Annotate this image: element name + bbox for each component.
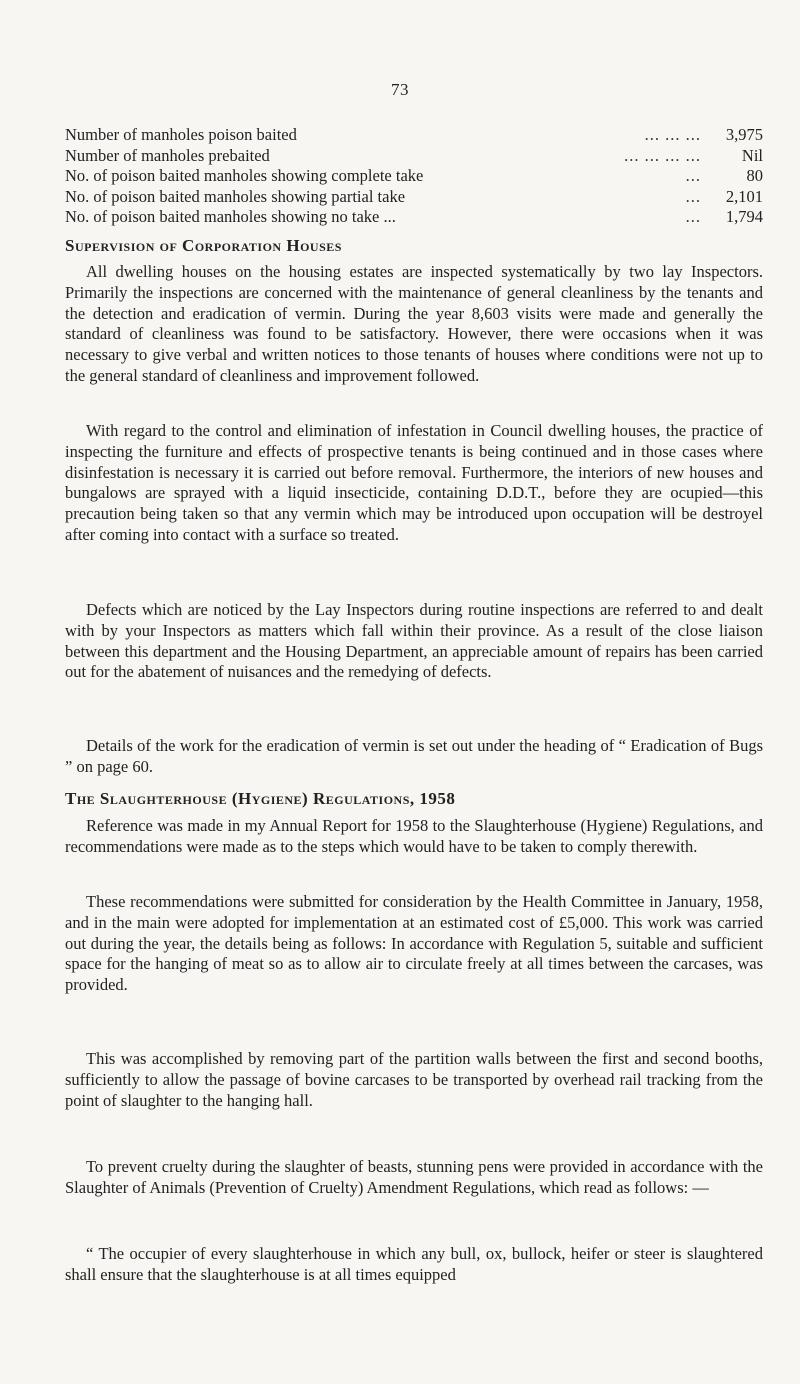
- paragraph-block: [65, 816, 763, 858]
- leader-dots: ...: [685, 207, 701, 226]
- leader-dots: ... ... ...: [644, 125, 701, 144]
- leader-dots: ...: [685, 186, 701, 206]
- section-heading-slaughterhouse-block: [65, 789, 763, 809]
- stat-label: No. of poison baited manholes showing complete take: [65, 166, 424, 185]
- stat-label: Number of manholes poison baited: [65, 125, 297, 144]
- paragraph-block: [65, 1244, 763, 1286]
- stat-row: [65, 146, 763, 167]
- paragraph-block: [65, 262, 763, 387]
- paragraph-block: [65, 736, 763, 778]
- leader-dots: ...: [685, 166, 701, 185]
- page-number: 73: [391, 80, 409, 99]
- paragraph-block: [65, 1049, 763, 1111]
- paragraph: Defects which are noticed by the Lay Inspectors during routine inspections are referred to and dealt with by your Inspectors as matters which fall within their province. As a result of the close liaison between this department and the Housing Department, an appreciable amount of repairs has been carried out for the abatement of nuisances and the remedying of defects.: [65, 600, 763, 682]
- paragraph: Details of the work for the eradication of vermin is set out under the heading of “ Eradication of Bugs ” on page 60.: [65, 736, 763, 776]
- paragraph: To prevent cruelty during the slaughter of beasts, stunning pens were provided in accordance with the Slaughter of Animals (Prevention of Cruelty) Amendment Regulations, which read as follows: —: [65, 1157, 763, 1197]
- stat-row: [65, 187, 763, 208]
- paragraph-block: [65, 1157, 763, 1199]
- stat-value: Nil: [741, 145, 763, 165]
- stat-label: No. of poison baited manholes showing partial take: [65, 186, 406, 206]
- leader-dots: ... ... ... ...: [624, 145, 701, 165]
- stat-value: 1,794: [725, 207, 763, 226]
- paragraph-block: [65, 892, 763, 996]
- section-heading: The Slaughterhouse (Hygiene) Regulations, 1958: [65, 789, 456, 808]
- stat-value: 3,975: [725, 125, 763, 144]
- stat-row: [65, 207, 763, 228]
- paragraph: This was accomplished by removing part of the partition walls between the first and second booths, sufficiently to allow the passage of bovine carcases to be transported by overhead rail tracking from the point of slaughter to the hanging hall.: [65, 1049, 763, 1110]
- stat-value: 2,101: [725, 186, 763, 206]
- paragraph: “ The occupier of every slaughterhouse in which any bull, ox, bullock, heifer or steer is slaughtered shall ensure that the slaughterhouse is at all times equipped: [65, 1244, 763, 1284]
- paragraph: With regard to the control and elimination of infestation in Council dwelling houses, the practice of inspecting the furniture and effects of prospective tenants is being continued and in those cases where disinfestation is necessary it is carried out before removal. Furthermore, the interiors of new houses and bungalows are sprayed with a liquid insecticide, containing D.D.T., before they are ocupied—this precaution being taken so that any vermin which may be introduced upon occupation will be destroyel after coming into contact with a surface so treated.: [65, 421, 763, 544]
- paragraph-block: [65, 421, 763, 546]
- section-heading: Supervision of Corporation Houses: [65, 236, 342, 255]
- stat-row: [65, 125, 763, 146]
- stat-label: No. of poison baited manholes showing no take ...: [65, 207, 396, 226]
- stat-row: [65, 166, 763, 187]
- paragraph: These recommendations were submitted for consideration by the Health Committee in January, 1958, and in the main were adopted for implementation at an estimated cost of £5,000. This work was carried out during the year, the details being as follows: In accordance with Regulation 5, suitable and sufficient space for the hanging of meat so as to allow air to circulate freely at all times between the carcases, was provided.: [65, 892, 763, 995]
- stat-value: 80: [746, 166, 763, 185]
- paragraph-block: [65, 600, 763, 683]
- manhole-stats-list: [65, 125, 763, 228]
- paragraph: Reference was made in my Annual Report for 1958 to the Slaughterhouse (Hygiene) Regulations, and recommendations were made as to the steps which would have to be taken to comply therewith.: [65, 816, 763, 856]
- stat-label: Number of manholes prebaited: [65, 145, 270, 165]
- paragraph: All dwelling houses on the housing estates are inspected systematically by two lay Inspectors. Primarily the inspections are concerned with the maintenance of general cleanliness by the tenants and the detection and eradication of vermin. During the year 8,603 visits were made and generally the standard of cleanliness was found to be satisfactory. However, there were occasions when it was necessary to give verbal and written notices to those tenants of houses where conditions were not up to the general standard of cleanliness and improvement followed.: [65, 262, 763, 385]
- section-heading-corporation-houses-block: [65, 236, 763, 256]
